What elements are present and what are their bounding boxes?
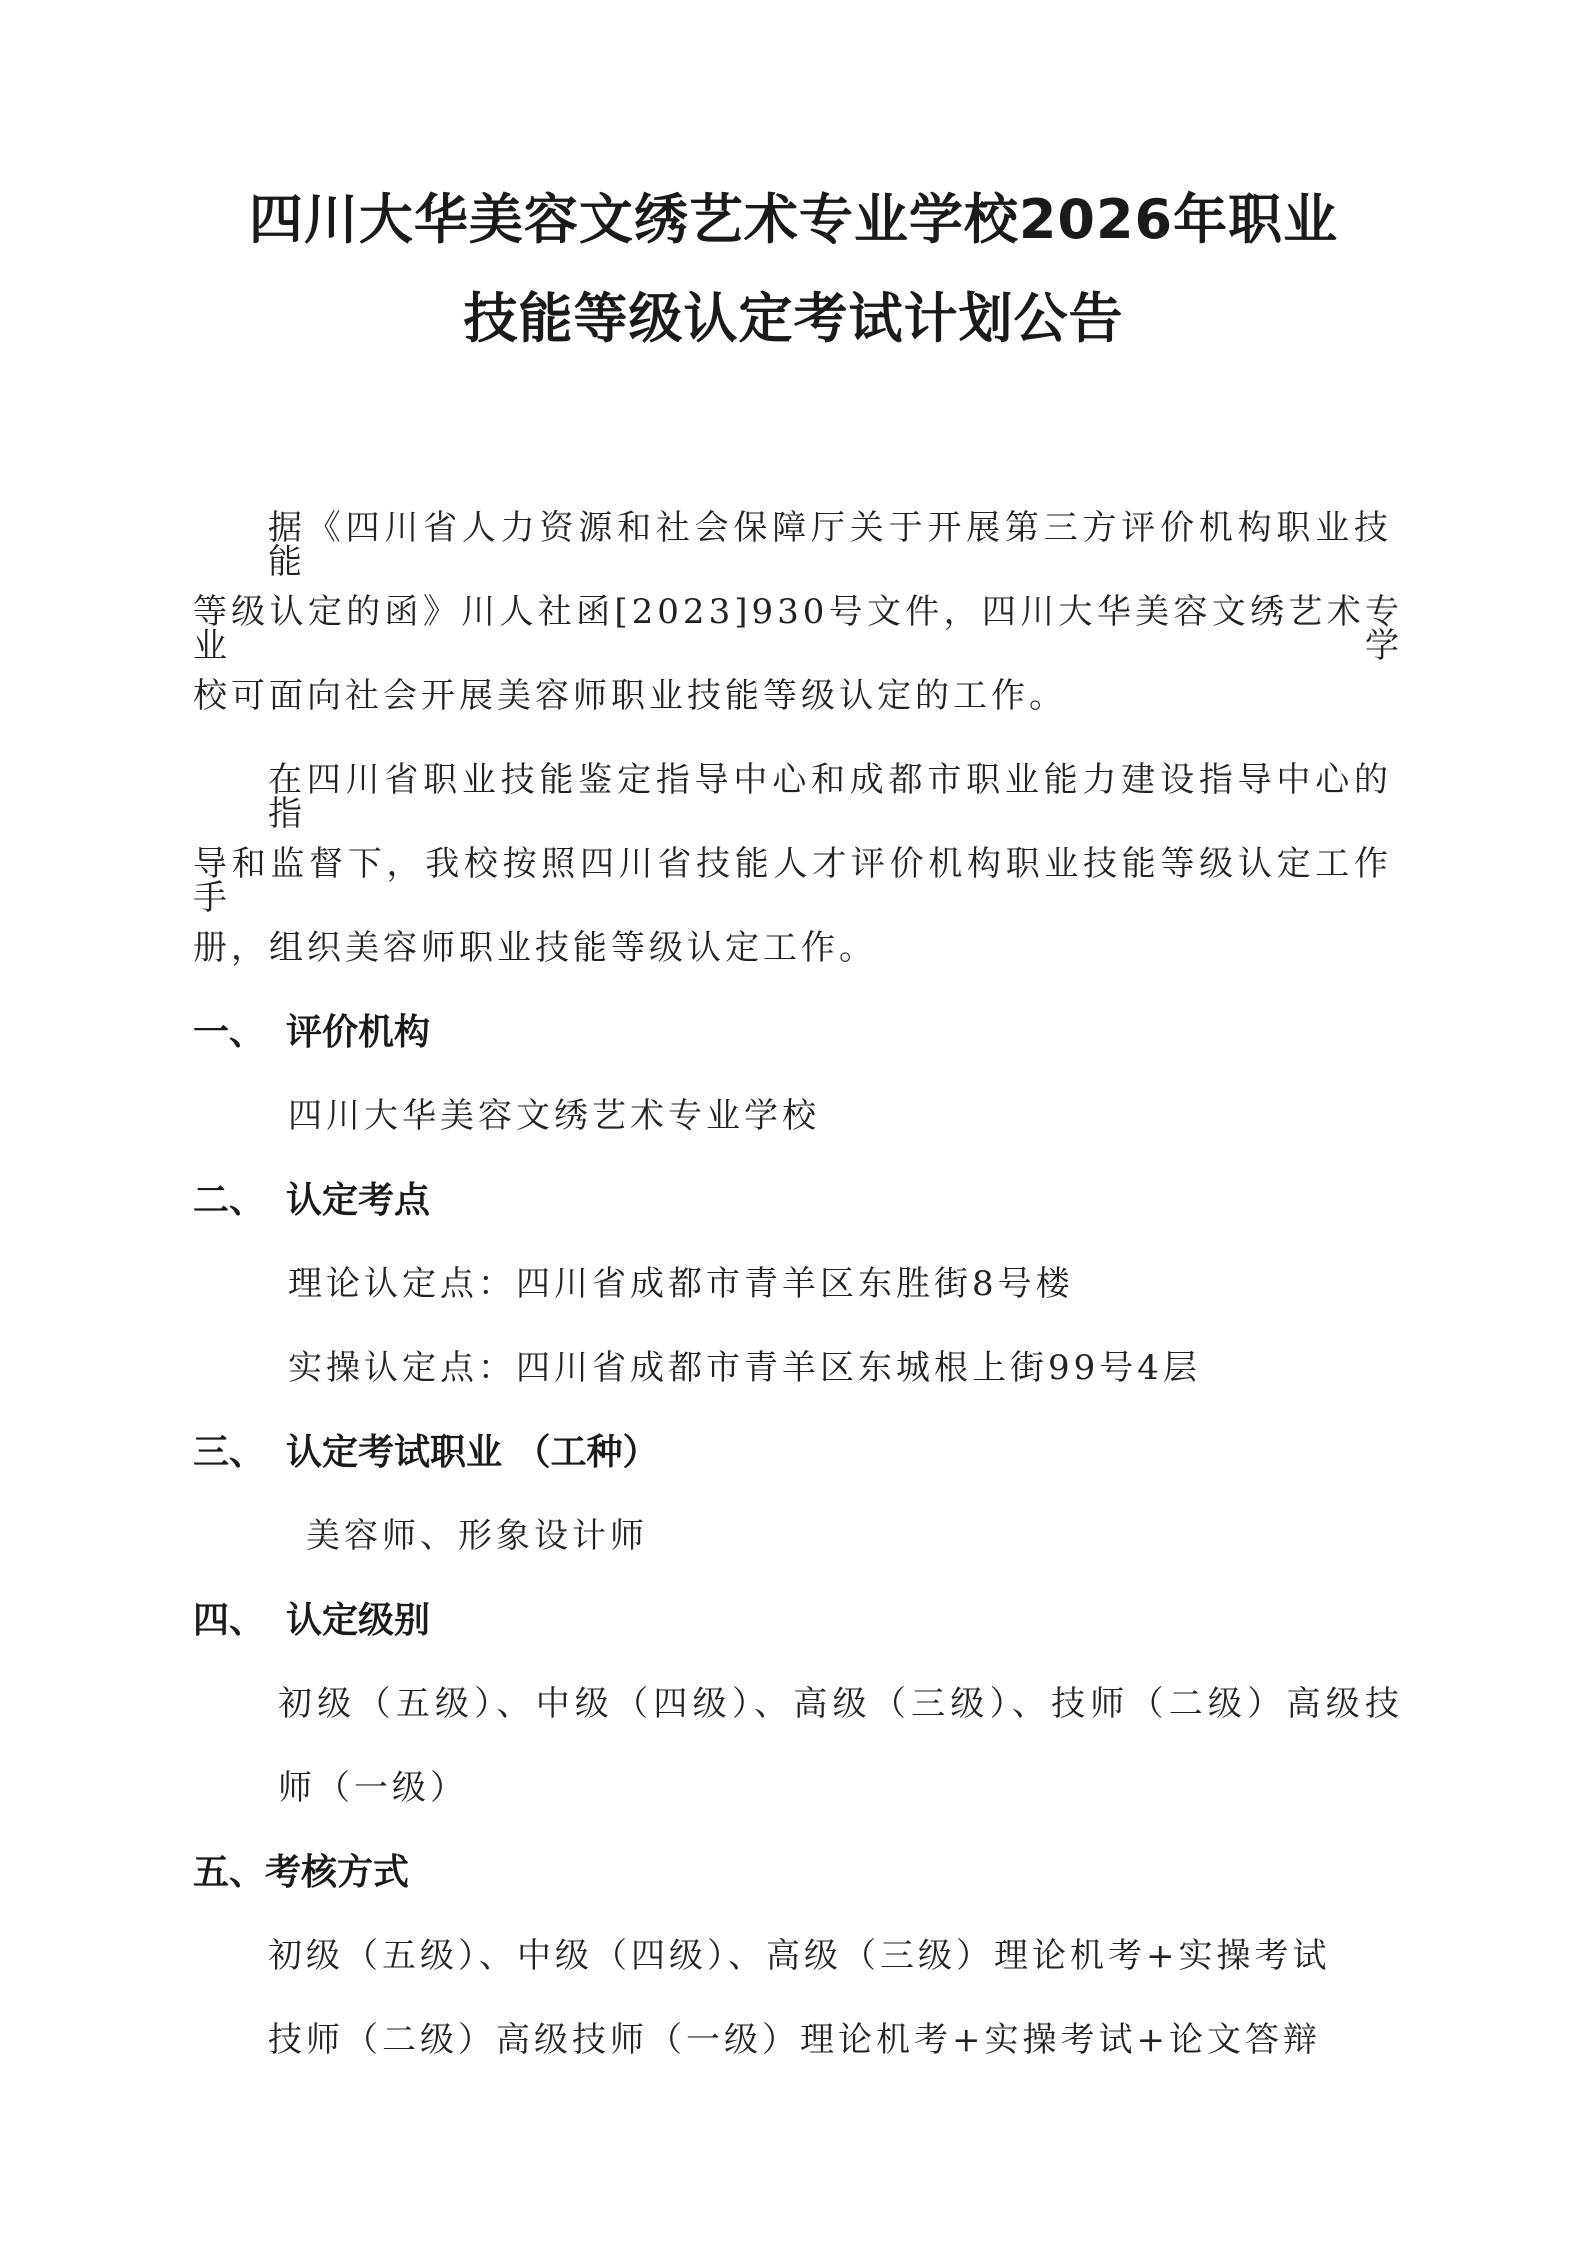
document-title-line-1: 四川大华美容文绣艺术专业学校2026年职业 bbox=[248, 188, 1339, 251]
section-2-heading bbox=[193, 1180, 431, 1221]
section-5-title: 考核方式 bbox=[265, 1852, 410, 1893]
intro-p1-line-2: 等级认定的函》川人社函[2023]930号文件，四川大华美容文绣艺术专业学 bbox=[193, 592, 1403, 666]
intro-p1-line-1: 据《四川省人力资源和社会保障厅关于开展第三方评价机构职业技能 bbox=[268, 508, 1392, 582]
section-5-number: 五、 bbox=[193, 1852, 266, 1893]
section-5-line-2: 技师（二级）高级技师（一级）理论机考+实操考试+论文答辩 bbox=[268, 2020, 1321, 2060]
section-3-line-1: 美容师、形象设计师 bbox=[306, 1516, 648, 1556]
section-1-heading bbox=[193, 1012, 431, 1053]
section-4-line-2: 师（一级） bbox=[278, 1768, 468, 1808]
section-5-line-1: 初级（五级）、中级（四级）、高级（三级）理论机考+实操考试 bbox=[268, 1936, 1331, 1976]
section-4-line-1: 初级（五级）、中级（四级）、高级（三级）、技师（二级）高级技 bbox=[278, 1684, 1403, 1724]
section-2-line-1: 理论认定点：四川省成都市青羊区东胜街8号楼 bbox=[288, 1264, 1074, 1304]
section-3-title: 认定考试职业 （工种） bbox=[286, 1432, 659, 1473]
section-4-number: 四、 bbox=[193, 1600, 266, 1641]
section-5-heading bbox=[193, 1852, 410, 1893]
section-1-number: 一、 bbox=[193, 1012, 266, 1053]
intro-p2-line-1: 在四川省职业技能鉴定指导中心和成都市职业能力建设指导中心的指 bbox=[268, 760, 1392, 834]
intro-p1-line-3: 校可面向社会开展美容师职业技能等级认定的工作。 bbox=[193, 676, 1067, 716]
section-3-heading bbox=[193, 1432, 659, 1473]
section-4-title: 认定级别 bbox=[286, 1600, 431, 1641]
section-2-title: 认定考点 bbox=[286, 1180, 431, 1221]
section-1-title: 评价机构 bbox=[286, 1012, 431, 1053]
document-title-line-2: 技能等级认定考试计划公告 bbox=[463, 287, 1124, 350]
section-2-number: 二、 bbox=[193, 1180, 266, 1221]
intro-p2-line-3: 册，组织美容师职业技能等级认定工作。 bbox=[193, 928, 877, 968]
section-4-heading bbox=[193, 1600, 431, 1641]
section-1-line-1: 四川大华美容文绣艺术专业学校 bbox=[288, 1096, 820, 1136]
section-2-line-2: 实操认定点：四川省成都市青羊区东城根上街99号4层 bbox=[288, 1348, 1201, 1388]
section-3-number: 三、 bbox=[193, 1432, 266, 1473]
intro-p2-line-2: 导和监督下，我校按照四川省技能人才评价机构职业技能等级认定工作手 bbox=[193, 844, 1392, 918]
